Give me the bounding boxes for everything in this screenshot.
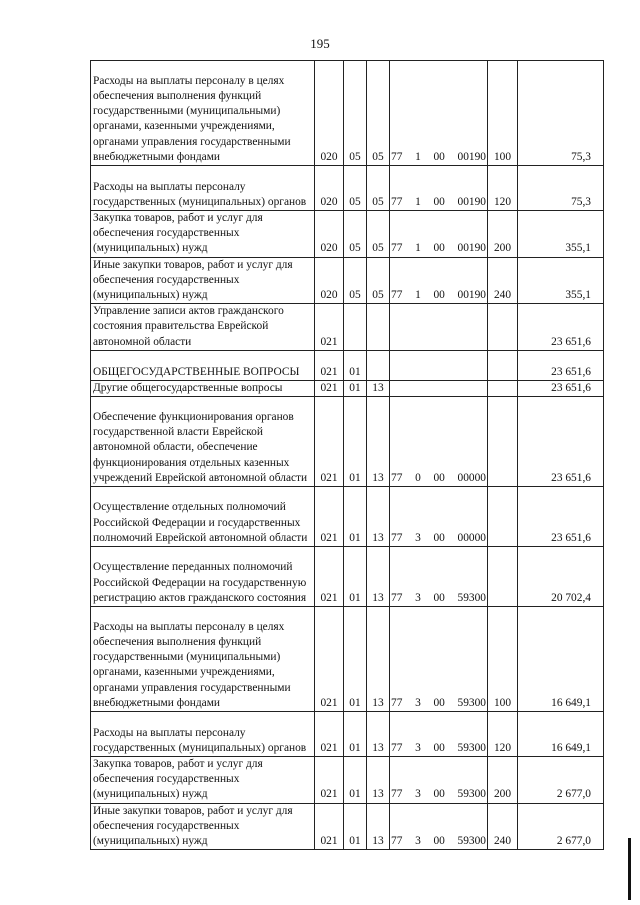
- target-article-code: [390, 803, 488, 850]
- target-article-code: [390, 61, 488, 166]
- target-article-code: [390, 712, 488, 757]
- section-code: 01: [344, 712, 367, 757]
- target-article-part: 3: [415, 591, 421, 604]
- target-article-code: [390, 487, 488, 547]
- ved-code: 021: [315, 350, 344, 380]
- subsection-code: 13: [367, 547, 390, 607]
- subsection-code: 05: [367, 211, 390, 258]
- ved-code: 021: [315, 487, 344, 547]
- row-name: Расходы на выплаты персоналу в целях обеспечения выполнения функций государственными (муниципальными) органами, казенными учреждениями, органами управления государственными внебюджетными фондами: [91, 61, 315, 166]
- target-article-parts: [391, 591, 486, 606]
- target-article-parts: [391, 787, 486, 802]
- table-row: [91, 487, 604, 547]
- subsection-code: 13: [367, 712, 390, 757]
- target-article-part: 1: [415, 289, 421, 302]
- target-article-part: 77: [391, 696, 403, 709]
- target-article-code: [390, 757, 488, 804]
- target-article-part: 77: [391, 242, 403, 255]
- subsection-code: [367, 350, 390, 380]
- section-code: 01: [344, 547, 367, 607]
- row-name: Иные закупки товаров, работ и услуг для обеспечения государственных (муниципальных) нужд: [91, 803, 315, 850]
- target-article-part: 00: [433, 696, 445, 709]
- ved-code: 021: [315, 547, 344, 607]
- target-article-part: 00190: [457, 289, 486, 302]
- table-row: [91, 304, 604, 351]
- target-article-part: 1: [415, 195, 421, 208]
- target-article-part: 3: [415, 696, 421, 709]
- target-article-parts: [391, 834, 486, 849]
- table-row: [91, 380, 604, 396]
- table-row: [91, 61, 604, 166]
- target-article-parts: [391, 288, 486, 303]
- target-article-part: 00190: [457, 150, 486, 163]
- target-article-part: 00: [433, 788, 445, 801]
- expense-type-code: 240: [488, 803, 518, 850]
- table-row: [91, 803, 604, 850]
- target-article-part: 00: [433, 835, 445, 848]
- subsection-code: 13: [367, 607, 390, 712]
- target-article-part: 00: [433, 741, 445, 754]
- table-row: [91, 547, 604, 607]
- table-row: [91, 257, 604, 304]
- target-article-part: 77: [391, 195, 403, 208]
- section-code: 01: [344, 397, 367, 487]
- row-name: Расходы на выплаты персоналу в целях обеспечения выполнения функций государственными (муниципальными) органами, казенными учреждениями, органами управления государственными внебюджетными фондами: [91, 607, 315, 712]
- target-article-part: 77: [391, 741, 403, 754]
- ved-code: 021: [315, 712, 344, 757]
- subsection-code: 05: [367, 257, 390, 304]
- target-article-part: 77: [391, 835, 403, 848]
- section-code: 05: [344, 166, 367, 211]
- target-article-part: 59300: [457, 591, 486, 604]
- target-article-parts: [391, 471, 486, 486]
- row-name: Иные закупки товаров, работ и услуг для обеспечения государственных (муниципальных) нужд: [91, 257, 315, 304]
- target-article-part: 59300: [457, 835, 486, 848]
- section-code: [344, 304, 367, 351]
- target-article-code: [390, 304, 488, 351]
- section-code: 01: [344, 487, 367, 547]
- expense-type-code: 120: [488, 166, 518, 211]
- target-article-part: 0: [415, 471, 421, 484]
- expense-type-code: [488, 487, 518, 547]
- expense-type-code: 200: [488, 211, 518, 258]
- target-article-part: 00: [433, 195, 445, 208]
- budget-table: [90, 60, 604, 850]
- target-article-part: 77: [391, 788, 403, 801]
- target-article-part: 00190: [457, 242, 486, 255]
- target-article-part: 00: [433, 471, 445, 484]
- target-article-code: [390, 350, 488, 380]
- target-article-part: 00: [433, 289, 445, 302]
- amount: 23 651,6: [518, 304, 604, 351]
- section-code: 01: [344, 757, 367, 804]
- subsection-code: 13: [367, 380, 390, 396]
- target-article-part: 00000: [457, 471, 486, 484]
- ved-code: 021: [315, 380, 344, 396]
- target-article-part: 59300: [457, 741, 486, 754]
- row-name: Управление записи актов гражданского состояния правительства Еврейской автономной области: [91, 304, 315, 351]
- target-article-code: [390, 547, 488, 607]
- table-row: [91, 397, 604, 487]
- target-article-part: 77: [391, 150, 403, 163]
- expense-type-code: [488, 380, 518, 396]
- target-article-code: [390, 257, 488, 304]
- target-article-part: 77: [391, 531, 403, 544]
- table-row: [91, 350, 604, 380]
- margin-mark: [628, 838, 631, 900]
- table-row: [91, 712, 604, 757]
- ved-code: 021: [315, 397, 344, 487]
- target-article-part: 77: [391, 591, 403, 604]
- expense-type-code: [488, 304, 518, 351]
- amount: 16 649,1: [518, 712, 604, 757]
- target-article-parts: [391, 241, 486, 256]
- section-code: 01: [344, 350, 367, 380]
- target-article-part: 3: [415, 835, 421, 848]
- row-name: Осуществление отдельных полномочий Российской Федерации и государственных полномочий Еврейской автономной области: [91, 487, 315, 547]
- expense-type-code: 240: [488, 257, 518, 304]
- target-article-parts: [391, 150, 486, 165]
- section-code: 01: [344, 607, 367, 712]
- ved-code: 020: [315, 211, 344, 258]
- row-name: Расходы на выплаты персоналу государственных (муниципальных) органов: [91, 712, 315, 757]
- target-article-part: 3: [415, 741, 421, 754]
- target-article-part: 00: [433, 242, 445, 255]
- target-article-code: [390, 607, 488, 712]
- section-code: 05: [344, 257, 367, 304]
- expense-type-code: 100: [488, 61, 518, 166]
- table-row: [91, 607, 604, 712]
- amount: 75,3: [518, 61, 604, 166]
- target-article-part: 59300: [457, 696, 486, 709]
- subsection-code: 13: [367, 487, 390, 547]
- row-name: Осуществление переданных полномочий Российской Федерации на государственную регистрацию актов гражданского состояния: [91, 547, 315, 607]
- target-article-part: 3: [415, 531, 421, 544]
- amount: 2 677,0: [518, 757, 604, 804]
- target-article-part: 00000: [457, 531, 486, 544]
- amount: 355,1: [518, 211, 604, 258]
- target-article-part: 00: [433, 591, 445, 604]
- expense-type-code: [488, 547, 518, 607]
- subsection-code: 13: [367, 803, 390, 850]
- target-article-part: 77: [391, 471, 403, 484]
- row-name: Закупка товаров, работ и услуг для обеспечения государственных (муниципальных) нужд: [91, 211, 315, 258]
- target-article-part: 00: [433, 150, 445, 163]
- target-article-parts: [391, 741, 486, 756]
- row-name: Расходы на выплаты персоналу государственных (муниципальных) органов: [91, 166, 315, 211]
- section-code: 05: [344, 211, 367, 258]
- ved-code: 020: [315, 166, 344, 211]
- section-code: 01: [344, 380, 367, 396]
- page-number: 195: [310, 36, 330, 51]
- amount: 23 651,6: [518, 397, 604, 487]
- ved-code: 020: [315, 61, 344, 166]
- expense-type-code: [488, 397, 518, 487]
- row-name: ОБЩЕГОСУДАРСТВЕННЫЕ ВОПРОСЫ: [91, 350, 315, 380]
- amount: 75,3: [518, 166, 604, 211]
- ved-code: 021: [315, 757, 344, 804]
- target-article-part: 00: [433, 531, 445, 544]
- section-code: 01: [344, 803, 367, 850]
- subsection-code: 05: [367, 166, 390, 211]
- target-article-parts: [391, 531, 486, 546]
- subsection-code: [367, 304, 390, 351]
- target-article-part: 1: [415, 242, 421, 255]
- table-row: [91, 757, 604, 804]
- row-name: Обеспечение функционирования органов государственной власти Еврейской автономной области, обеспечение функционирования отдельных казенных учреждений Еврейской автономной области: [91, 397, 315, 487]
- target-article-parts: [391, 195, 486, 210]
- target-article-part: 00190: [457, 195, 486, 208]
- ved-code: 021: [315, 304, 344, 351]
- table-row: [91, 211, 604, 258]
- subsection-code: 05: [367, 61, 390, 166]
- target-article-code: [390, 166, 488, 211]
- subsection-code: 13: [367, 397, 390, 487]
- table-row: [91, 166, 604, 211]
- row-name: Закупка товаров, работ и услуг для обеспечения государственных (муниципальных) нужд: [91, 757, 315, 804]
- target-article-part: 59300: [457, 788, 486, 801]
- amount: 16 649,1: [518, 607, 604, 712]
- target-article-code: [390, 380, 488, 396]
- target-article-parts: [391, 696, 486, 711]
- amount: 23 651,6: [518, 487, 604, 547]
- amount: 2 677,0: [518, 803, 604, 850]
- ved-code: 020: [315, 257, 344, 304]
- expense-type-code: [488, 350, 518, 380]
- row-name: Другие общегосударственные вопросы: [91, 380, 315, 396]
- ved-code: 021: [315, 803, 344, 850]
- target-article-part: 77: [391, 289, 403, 302]
- amount: 20 702,4: [518, 547, 604, 607]
- target-article-code: [390, 211, 488, 258]
- section-code: 05: [344, 61, 367, 166]
- expense-type-code: 100: [488, 607, 518, 712]
- target-article-code: [390, 397, 488, 487]
- amount: 355,1: [518, 257, 604, 304]
- subsection-code: 13: [367, 757, 390, 804]
- target-article-part: 1: [415, 150, 421, 163]
- expense-type-code: 120: [488, 712, 518, 757]
- ved-code: 021: [315, 607, 344, 712]
- expense-type-code: 200: [488, 757, 518, 804]
- amount: 23 651,6: [518, 380, 604, 396]
- amount: 23 651,6: [518, 350, 604, 380]
- target-article-part: 3: [415, 788, 421, 801]
